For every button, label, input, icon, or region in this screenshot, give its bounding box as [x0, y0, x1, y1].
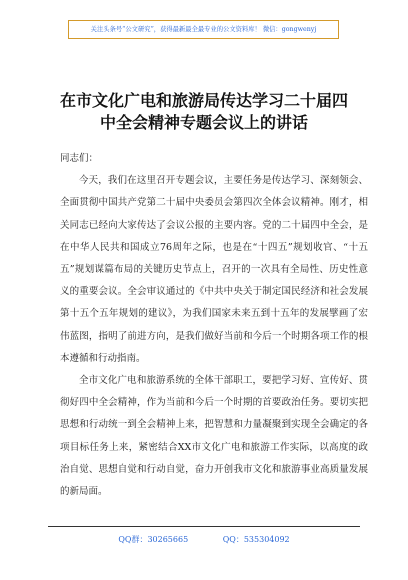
- footer-divider: [48, 526, 360, 527]
- footer-qq-number: QQ：535304092: [222, 535, 290, 544]
- document-body: [60, 148, 368, 503]
- footer: [0, 534, 408, 545]
- header-note: 关注头条号“公文研究”，获得最新最全最专业的公文资料库！ 微信：gongwenyj: [90, 26, 317, 33]
- paragraph: 全市文化广电和旅游系统的全体干部职工，要把学习好、宣传好、贯彻好四中全会精神，作为当前和今后一个时期的首要政治任务。要切实把思想和行动统一到全会精神上来，把智慧和力量凝聚到实现全会确定的各项目标任务上来，紧密结合XX市文化广电和旅游工作实际，以高度的政治自觉、思想自觉和行动自觉，奋力开创我市文化和旅游事业高质量发展的新局面。: [60, 375, 368, 498]
- footer-qq-group: QQ群：30265665: [118, 535, 189, 544]
- document-title-line-1: 在市文化广电和旅游局传达学习二十届四: [59, 91, 348, 110]
- salutation: 同志们：: [60, 153, 99, 164]
- document-title-line-2: 中全会精神专题会议上的讲话: [99, 113, 308, 132]
- paragraph: 今天，我们在这里召开专题会议，主要任务是传达学习、深刻领会、全面贯彻中国共产党第二十届中央委员会第四次全体会议精神。刚才，相关同志已经向大家传达了会议公报的主要内容。党的二十届四中全会，是在中华人民共和国成立76周年之际，也是在“十四五”规划收官、“十五五”规划谋篇布局的关键历史节点上，召开的一次具有全局性、历史性意义的重要会议。全会审议通过的《中共中央关于制定国民经济和社会发展第十五个五年规划的建议》，为我们国家未来五到十五年的发展擘画了宏伟蓝图，指明了前进方向，是我们做好当前和今后一个时期各项工作的根本遵循和行动指南。: [60, 175, 368, 364]
- header-banner: [68, 20, 339, 39]
